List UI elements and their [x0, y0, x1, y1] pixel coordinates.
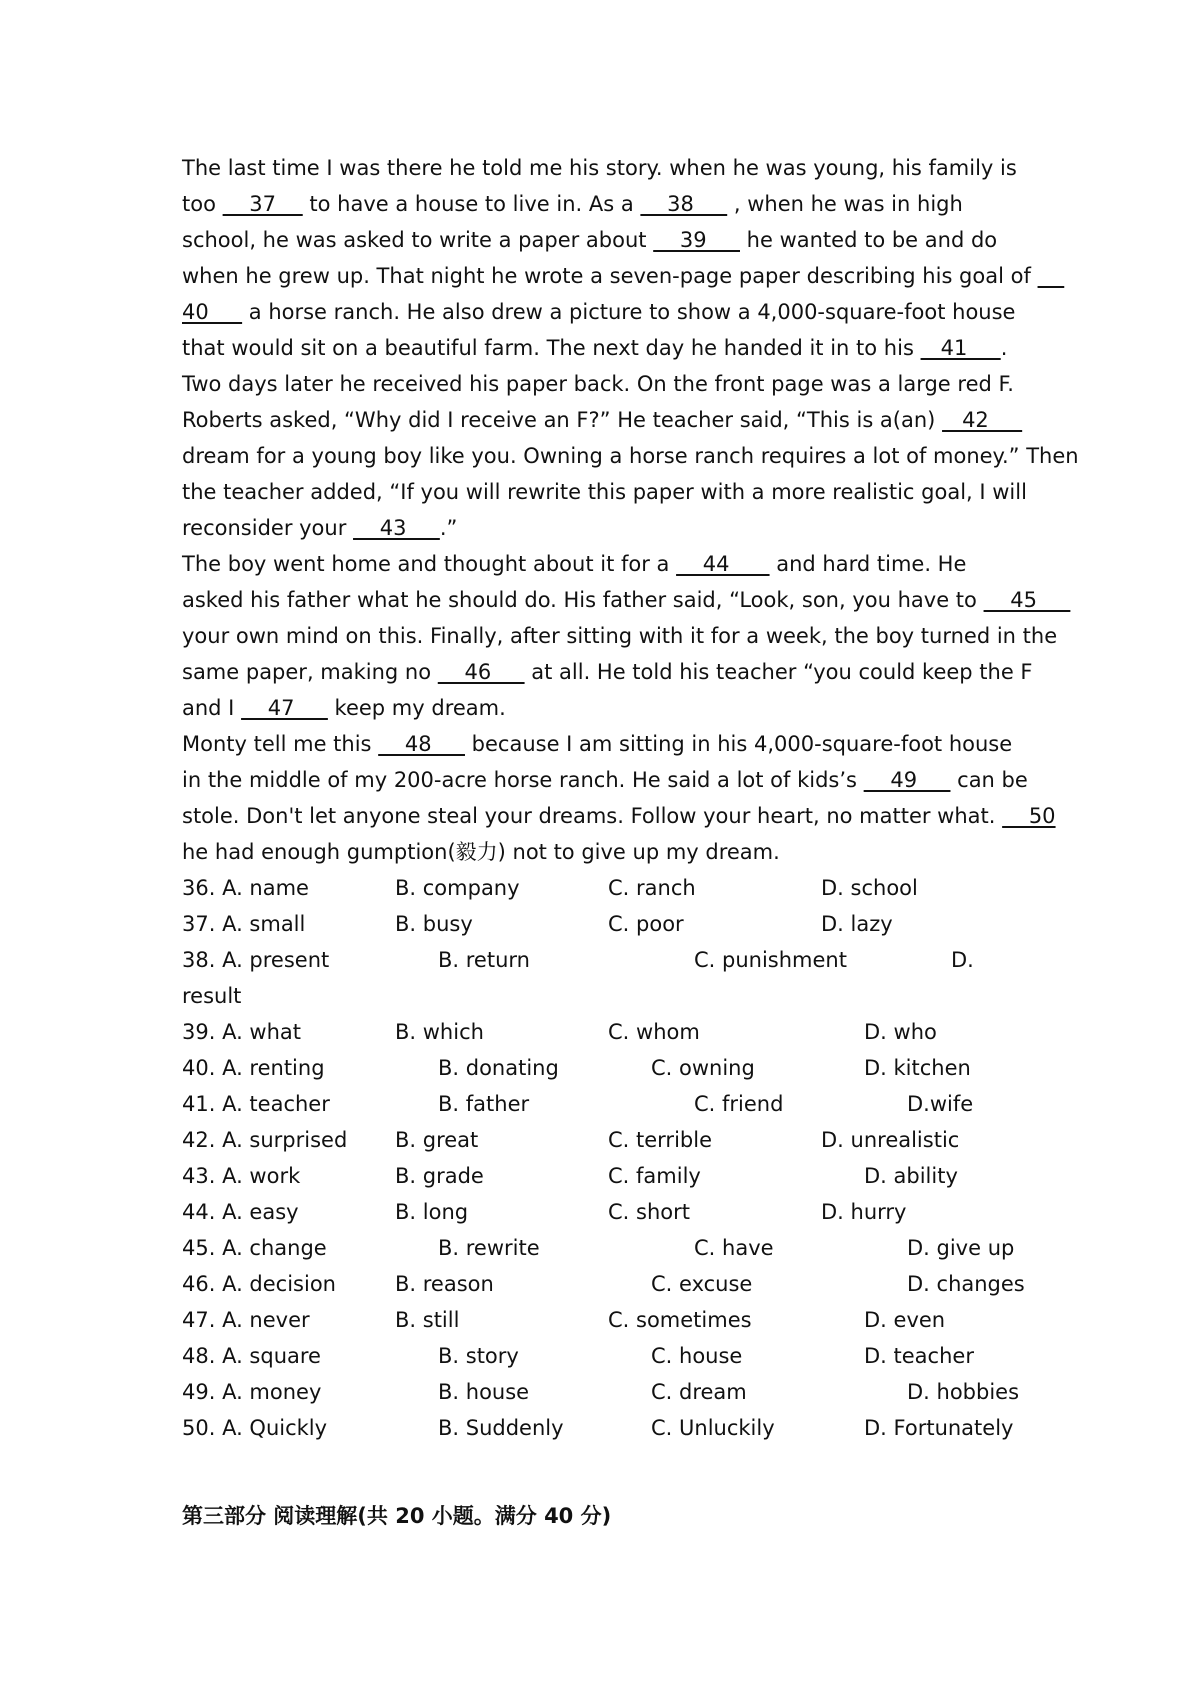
question-option: D. ability: [864, 1164, 958, 1188]
blank-41: 41: [920, 336, 1001, 360]
blank-43: 43: [353, 516, 440, 540]
question-option: D. teacher: [864, 1344, 974, 1368]
question-option: C. whom: [608, 1020, 700, 1044]
question-option: B. house: [438, 1380, 530, 1404]
question-option: B. return: [438, 948, 530, 972]
passage-text: too: [182, 192, 223, 216]
question-option: B. father: [438, 1092, 530, 1116]
passage-text: because I am sitting in his 4,000-square-foot house: [464, 732, 1013, 756]
passage-text: same paper, making no: [182, 660, 438, 684]
blank-40: 40: [182, 300, 243, 324]
passage-text: , when he was in high: [727, 192, 963, 216]
passage-line: [182, 834, 780, 870]
blank-48: 48: [378, 732, 465, 756]
passage-line: [182, 546, 966, 582]
passage-line: [182, 150, 1017, 186]
passage-line: [182, 582, 1070, 618]
question-option: D. even: [864, 1308, 946, 1332]
question-option: D. unrealistic: [821, 1128, 960, 1152]
question-option: C. excuse: [651, 1272, 753, 1296]
question-stem-option: 42. A. surprised: [182, 1128, 348, 1152]
question-stem-option: 44. A. easy: [182, 1200, 299, 1224]
question-option: C. punishment: [694, 948, 847, 972]
passage-text: dream for a young boy like you. Owning a horse ranch requires a lot of money.” Then: [182, 444, 1079, 468]
question-option: B. grade: [395, 1164, 484, 1188]
passage-line: [182, 690, 506, 726]
question-option: D.wife: [907, 1092, 974, 1116]
question-stem-option: 46. A. decision: [182, 1272, 336, 1296]
passage-text: the teacher added, “If you will rewrite this paper with a more realistic goal, I will: [182, 480, 1027, 504]
passage-text: can be: [950, 768, 1028, 792]
passage-text: he had enough gumption(毅力) not to give up my dream.: [182, 840, 780, 864]
passage-text: Two days later he received his paper back. On the front page was a large red F.: [182, 372, 1014, 396]
question-option: B. company: [395, 876, 520, 900]
passage-line: [182, 474, 1027, 510]
question-option: C. terrible: [608, 1128, 712, 1152]
blank-38: 38: [640, 192, 728, 216]
blank-50: 50: [1002, 804, 1056, 828]
passage-text: to have a house to live in. As a: [302, 192, 641, 216]
passage-line: [182, 402, 1022, 438]
passage-text: Roberts asked, “Why did I receive an F?” He teacher said, “This is a(an): [182, 408, 943, 432]
question-stem-option: 49. A. money: [182, 1380, 322, 1404]
question-option: B. donating: [438, 1056, 559, 1080]
blank-37: 37: [222, 192, 303, 216]
question-option: B. busy: [395, 912, 473, 936]
blank-39: 39: [653, 228, 740, 252]
passage-text: .”: [439, 516, 458, 540]
question-option: D. school: [821, 876, 918, 900]
passage-line: [182, 654, 1033, 690]
question-option: C. ranch: [608, 876, 696, 900]
question-option: C. dream: [651, 1380, 747, 1404]
question-stem-option: 36. A. name: [182, 876, 309, 900]
question-option: D. hurry: [821, 1200, 907, 1224]
question-option: C. owning: [651, 1056, 755, 1080]
passage-line: [182, 726, 1012, 762]
question-stem-option: 50. A. Quickly: [182, 1416, 328, 1440]
passage-text: reconsider your: [182, 516, 354, 540]
blank-42: 42: [942, 408, 1023, 432]
passage-text: in the middle of my 200-acre horse ranch. He said a lot of kids’s: [182, 768, 864, 792]
passage-line: [182, 438, 1079, 474]
passage-line: [182, 258, 1064, 294]
passage-line: [182, 762, 1028, 798]
passage-line: [182, 798, 1056, 834]
question-option: B. reason: [395, 1272, 494, 1296]
blank-40-start: [1038, 258, 1065, 294]
passage-text: The boy went home and thought about it for a: [182, 552, 677, 576]
question-option: B. story: [438, 1344, 519, 1368]
blank-49: 49: [863, 768, 951, 792]
passage-line: [182, 510, 457, 546]
section-title: 第三部分 阅读理解(共 20 小题。满分 40 分): [182, 1504, 612, 1528]
question-stem-option: 45. A. change: [182, 1236, 327, 1260]
passage-text: that would sit on a beautiful farm. The next day he handed it in to his: [182, 336, 921, 360]
passage-text: asked his father what he should do. His father said, “Look, son, you have to: [182, 588, 984, 612]
passage-text: Monty tell me this: [182, 732, 379, 756]
passage-line: [182, 366, 1014, 402]
question-option: C. have: [694, 1236, 774, 1260]
question-option: B. still: [395, 1308, 460, 1332]
question-option: D.: [951, 948, 974, 972]
blank-45: 45: [983, 588, 1071, 612]
question-stem-option: 43. A. work: [182, 1164, 301, 1188]
passage-line: [182, 330, 1007, 366]
question-stem-option: result: [182, 984, 242, 1008]
passage-text: a horse ranch. He also drew a picture to show a 4,000-square-foot house: [242, 300, 1016, 324]
question-option: B. which: [395, 1020, 484, 1044]
passage-text: he wanted to be and do: [740, 228, 998, 252]
question-stem-option: 38. A. present: [182, 948, 330, 972]
question-option: D. lazy: [821, 912, 893, 936]
passage-line: [182, 618, 1057, 654]
passage-line: [182, 222, 997, 258]
passage-text: at all. He told his teacher “you could keep the F: [524, 660, 1033, 684]
question-option: D. changes: [907, 1272, 1025, 1296]
question-option: C. friend: [694, 1092, 784, 1116]
passage-text: school, he was asked to write a paper about: [182, 228, 654, 252]
blank-44: 44: [676, 552, 770, 576]
blank-47: 47: [241, 696, 328, 720]
question-option: D. Fortunately: [864, 1416, 1014, 1440]
question-option: C. sometimes: [608, 1308, 752, 1332]
question-option: C. short: [608, 1200, 690, 1224]
question-option: B. rewrite: [438, 1236, 540, 1260]
passage-line: [182, 186, 963, 222]
passage-text: keep my dream.: [327, 696, 506, 720]
passage-line: [182, 294, 1015, 330]
passage-text: and hard time. He: [769, 552, 967, 576]
question-option: C. house: [651, 1344, 743, 1368]
question-option: D. who: [864, 1020, 937, 1044]
passage-text: .: [1000, 336, 1008, 360]
passage-text: when he grew up. That night he wrote a seven-page paper describing his goal of: [182, 264, 1038, 288]
question-option: D. hobbies: [907, 1380, 1020, 1404]
question-option: B. Suddenly: [438, 1416, 564, 1440]
question-stem-option: 47. A. never: [182, 1308, 310, 1332]
question-option: B. great: [395, 1128, 479, 1152]
question-stem-option: 48. A. square: [182, 1344, 321, 1368]
passage-text: and I: [182, 696, 242, 720]
question-stem-option: 39. A. what: [182, 1020, 302, 1044]
question-option: D. kitchen: [864, 1056, 971, 1080]
passage-text: stole. Don't let anyone steal your dreams. Follow your heart, no matter what.: [182, 804, 1003, 828]
question-stem-option: 41. A. teacher: [182, 1092, 330, 1116]
question-option: D. give up: [907, 1236, 1015, 1260]
blank-46: 46: [437, 660, 525, 684]
passage-text: your own mind on this. Finally, after sitting with it for a week, the boy turned in the: [182, 624, 1058, 648]
question-option: C. Unluckily: [651, 1416, 775, 1440]
question-stem-option: 37. A. small: [182, 912, 306, 936]
question-stem-option: 40. A. renting: [182, 1056, 325, 1080]
question-option: C. poor: [608, 912, 684, 936]
passage-text: The last time I was there he told me his story. when he was young, his family is: [182, 156, 1017, 180]
question-option: B. long: [395, 1200, 469, 1224]
question-option: C. family: [608, 1164, 701, 1188]
